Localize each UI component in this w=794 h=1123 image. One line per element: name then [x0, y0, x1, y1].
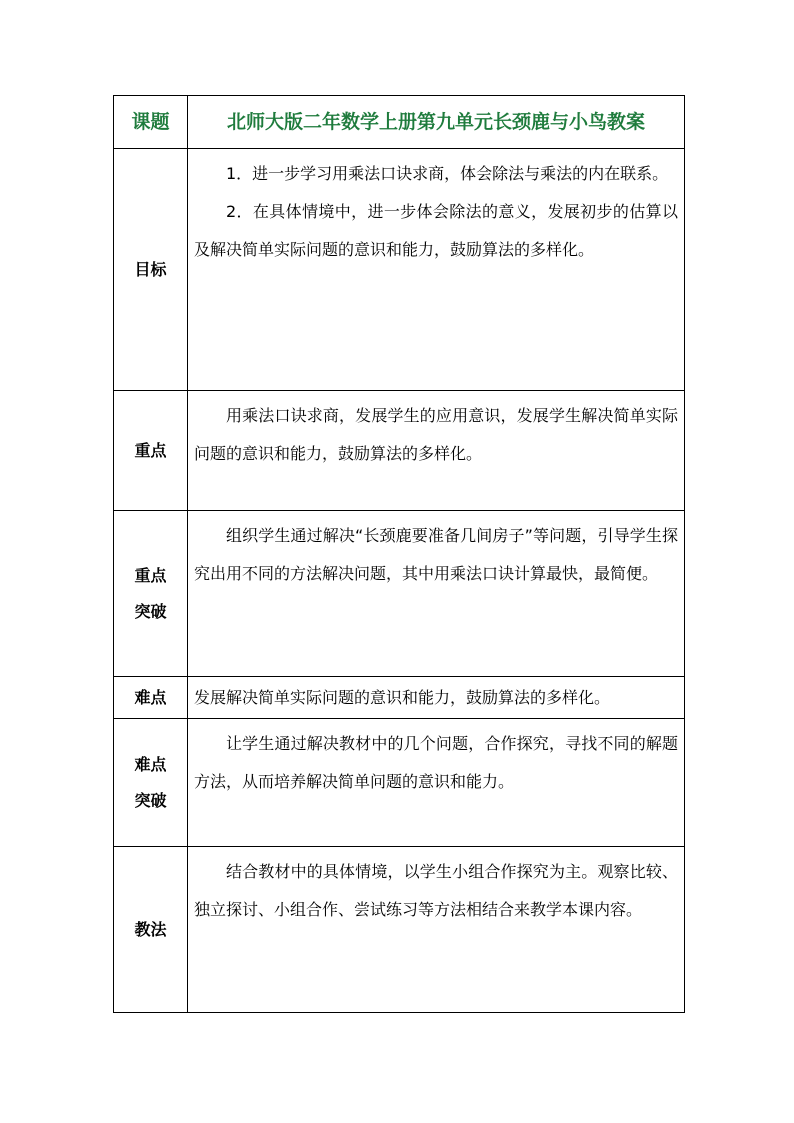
label-key-breakthrough-line1: 重点: [134, 565, 167, 585]
difficulty-content: [188, 677, 685, 719]
label-key-point: 重点: [114, 391, 188, 511]
label-difficulty: 难点: [114, 677, 188, 719]
difficulty-breakthrough-content: [188, 719, 685, 847]
label-teaching-method: 教法: [114, 847, 188, 1013]
label-objectives: 目标: [114, 149, 188, 391]
label-difficulty-breakthrough: [114, 719, 188, 847]
label-key-breakthrough-line2: 突破: [134, 601, 167, 621]
teaching-method-text: 结合教材中的具体情境，以学生小组合作探究为主。观察比较、独立探讨、小组合作、尝试练习等方法相结合来教学本课内容。: [194, 862, 678, 919]
key-breakthrough-content: [188, 511, 685, 677]
key-breakthrough-text: 组织学生通过解决“长颈鹿要准备几间房子”等问题，引导学生探究出用不同的方法解决问题，其中用乘法口诀计算最快，最简便。: [194, 526, 678, 583]
objective-1: 1．进一步学习用乘法口诀求商，体会除法与乘法的内在联系。: [226, 164, 669, 183]
teaching-method-content: [188, 847, 685, 1013]
label-key-breakthrough: [114, 511, 188, 677]
row-difficulty-breakthrough: [114, 719, 685, 847]
label-difficulty-breakthrough-line2: 突破: [134, 790, 167, 810]
row-difficulty: [114, 677, 685, 719]
lesson-title: [188, 96, 685, 149]
difficulty-breakthrough-text: 让学生通过解决教材中的几个问题，合作探究，寻找不同的解题方法，从而培养解决简单问题的意识和能力。: [194, 734, 678, 791]
row-objectives: [114, 149, 685, 391]
key-point-text: 用乘法口诀求商，发展学生的应用意识，发展学生解决简单实际问题的意识和能力，鼓励算法的多样化。: [194, 406, 678, 463]
label-topic: 课题: [114, 96, 188, 149]
key-point-content: [188, 391, 685, 511]
objectives-content: [188, 149, 685, 391]
lesson-title-text: 北师大版二年数学上册第九单元长颈鹿与小鸟教案: [226, 111, 645, 133]
row-key-point: [114, 391, 685, 511]
row-key-breakthrough: [114, 511, 685, 677]
label-difficulty-breakthrough-line1: 难点: [134, 754, 167, 774]
row-teaching-method: [114, 847, 685, 1013]
difficulty-text: 发展解决简单实际问题的意识和能力，鼓励算法的多样化。: [194, 687, 611, 707]
row-topic: [114, 96, 685, 149]
lesson-plan-table: [113, 95, 685, 1013]
objective-2: 2．在具体情境中，进一步体会除法的意义，发展初步的估算以及解决简单实际问题的意识和能力，鼓励算法的多样化。: [194, 202, 678, 259]
